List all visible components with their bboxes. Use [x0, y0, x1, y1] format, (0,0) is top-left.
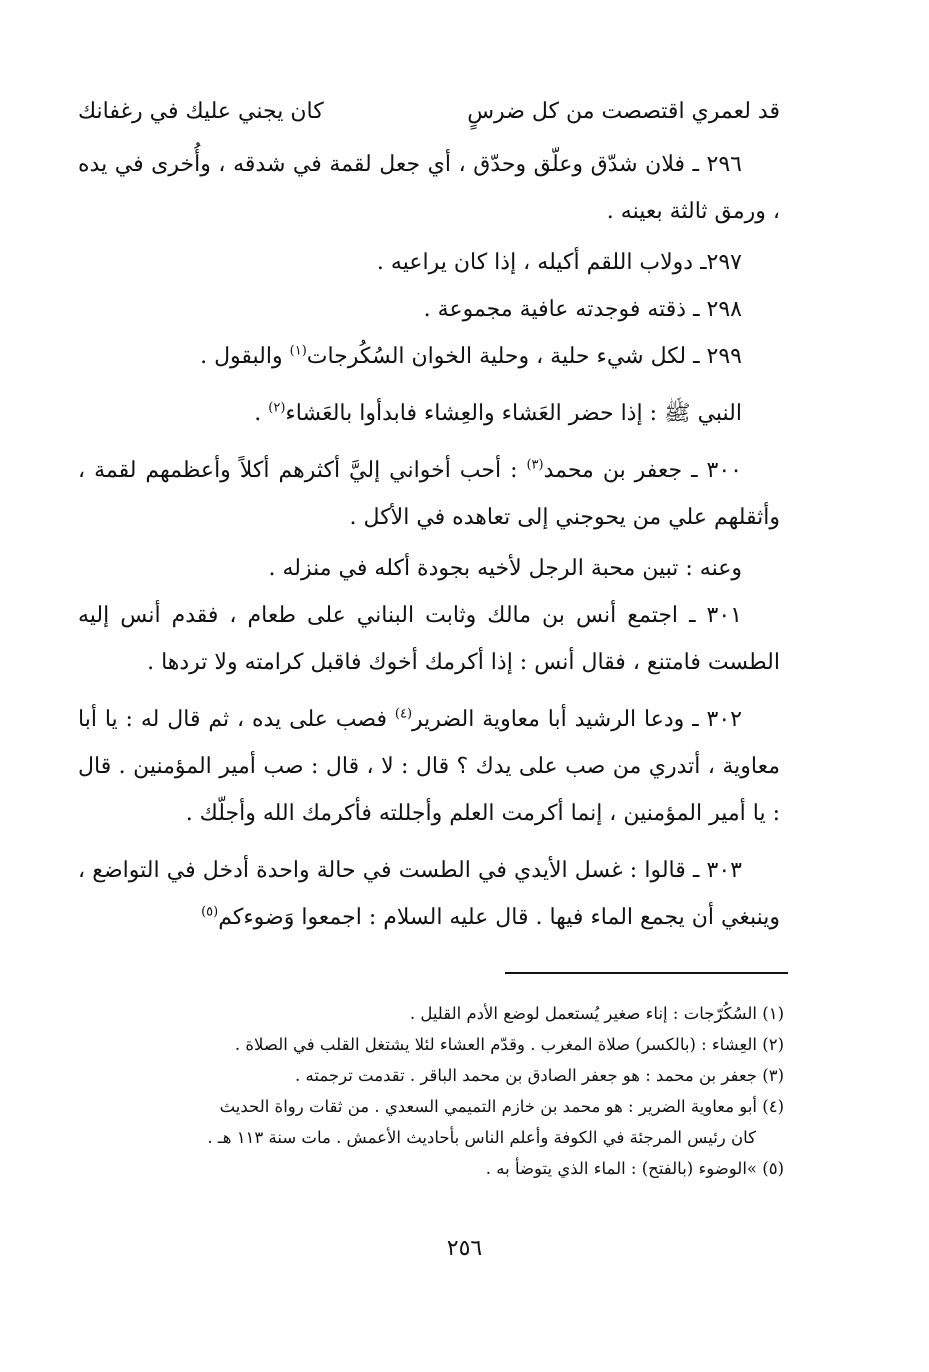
verse-second-hemistich: كان يجني عليك في رغفانك — [78, 99, 324, 124]
footnote-4-cont: كان رئيس المرجئة في الكوفة وأعلم الناس بأحاديث الأعمش . مات سنة ١١٣ هـ . — [207, 1128, 756, 1147]
entry-299-text: ٢٩٩ ـ لكل شيء حلية ، وحلية الخوان السُكُرجات — [306, 344, 742, 369]
entry-303-text: ٣٠٣ ـ قالوا : غسل الأيدي في الطست في حالة واحدة أدخل في التواضع ، وينبغي أن يجمع الماء فيها . قال عليه السلام : اجمعوا وَضوءكم — [78, 858, 780, 930]
entry-296-text-cont: في يده ، ورمق ثالثة بعينه . — [78, 152, 780, 224]
footnotes — [78, 998, 784, 1184]
entry-299 — [78, 333, 780, 380]
footnote-2: (٢) العِشاء : (بالكسر) صلاة المغرب . وقدّم العشاء لئلا يشتغل القلب في الصلاة . — [234, 1035, 784, 1054]
poem-verse — [78, 88, 780, 135]
entry-296 — [78, 141, 780, 235]
page-number: ٢٥٦ — [446, 1236, 483, 1261]
footnote-4 — [78, 1091, 784, 1153]
footnote-ref-5: (٥) — [201, 904, 219, 920]
footnote-4-text: (٤) أبو معاوية الضرير : هو محمد بن خازم التميمي السعدي . من ثقات رواة الحديث — [219, 1097, 784, 1116]
prophet-saying-tail: . — [254, 401, 269, 426]
footnote-1: (١) السُكُرّجات : إناء صغير يُستعمل لوضع الأدم القليل . — [409, 1004, 784, 1023]
entry-296-text: ٢٩٦ ـ فلان شدّق وعلّق وحدّق ، أي جعل لقمة في شدقه ، وأُخرى — [151, 152, 742, 177]
prophet-saying-text: النبي ﷺ : إذا حضر العَشاء والعِشاء فابدأوا بالعَشاء — [285, 401, 742, 426]
anhu-saying: وعنه : تبين محبة الرجل لأخيه بجودة أكله في منزله . — [268, 556, 742, 581]
entry-298: ٢٩٨ ـ ذقته فوجدته عافية مجموعة . — [423, 297, 742, 322]
footnote-5: (٥) »الوضوء (بالفتح) : الماء الذي يتوضأ به . — [485, 1159, 784, 1178]
entry-302-text: ٣٠٢ ـ ودعا الرشيد أبا معاوية الضرير — [412, 707, 742, 732]
entry-303 — [78, 847, 780, 941]
entry-300-text-cont: : أحب أخواني إليَّ أكثرهم أكلاً وأعظمهم لقمة ، وأثقلهم علي من يحوجني إلى تعاهده في الأكل . — [78, 458, 780, 530]
main-text — [78, 88, 780, 945]
footnote-ref-3: (٣) — [526, 457, 544, 473]
entry-302-text-cont: فصب على يده ، ثم قال له : يا أبا معاوية ، أتدري من صب على يدك ؟ قال : لا ، قال : صب أمير المؤمنين . قال : يا أمير المؤمنين ، إنما أكرمت العلم وأجللته فأكرمك الله وأجلّك . — [78, 707, 780, 826]
footnote-3: (٣) جعفر بن محمد : هو جعفر الصادق بن محمد الباقر . تقدمت ترجمته . — [295, 1066, 784, 1085]
entry-302 — [78, 696, 780, 837]
footnote-ref-4: (٤) — [394, 706, 413, 722]
prophet-saying — [78, 390, 780, 437]
entry-300 — [78, 447, 780, 541]
entry-300-text: ٣٠٠ ـ جعفر بن محمد — [543, 458, 742, 483]
footnote-divider — [505, 972, 788, 974]
entry-301: ٣٠١ ـ اجتمع أنس بن مالك وثابت البناني على طعام ، فقدم أنس إليه الطست فامتنع ، فقال أنس : إذا أكرمك أخوك فاقبل كرامته ولا تردها . — [78, 603, 780, 675]
entry-299-tail: والبقول . — [200, 344, 290, 369]
footnote-ref-2: (٢) — [268, 400, 286, 416]
entry-297: ٢٩٧ـ دولاب اللقم أكيله ، إذا كان يراعيه . — [376, 250, 742, 275]
verse-first-hemistich: قد لعمري اقتصصت من كل ضرسٍ — [467, 99, 780, 124]
footnote-ref-1: (١) — [289, 343, 307, 359]
